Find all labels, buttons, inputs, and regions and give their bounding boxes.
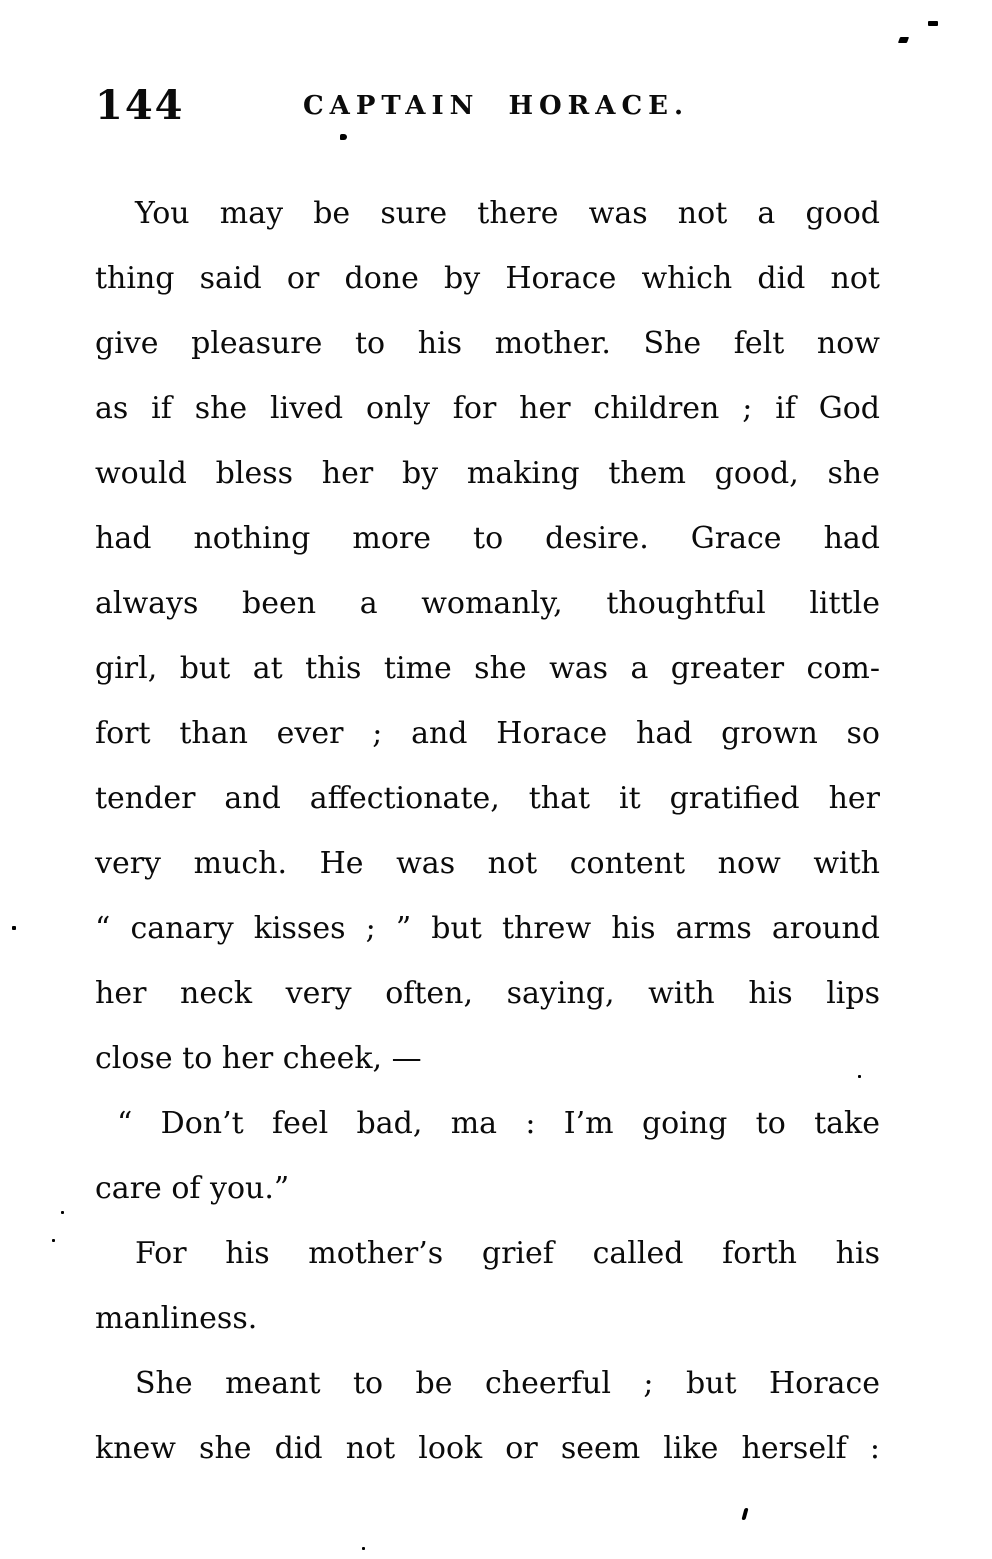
text-line: tender and affectionate, that it gratified her: [95, 781, 880, 816]
scan-speck: [52, 1239, 55, 1242]
text-line: as if she lived only for her children ; if God: [95, 391, 880, 426]
text-line: girl, but at this time she was a greater com-: [95, 651, 880, 686]
text-line: “ Don’t feel bad, ma : I’m going to take: [117, 1106, 880, 1141]
text-line: For his mother’s grief called forth his: [135, 1236, 880, 1271]
text-line: She meant to be cheerful ; but Horace: [135, 1366, 880, 1401]
scan-speck: [340, 134, 347, 140]
running-header: [0, 84, 992, 134]
text-line: care of you.”: [95, 1171, 290, 1206]
text-line: knew she did not look or seem like herself :: [95, 1431, 880, 1466]
scan-speck: [898, 37, 909, 43]
text-line: “ canary kisses ; ” but threw his arms around: [95, 911, 880, 946]
text-line: You may be sure there was not a good: [135, 196, 880, 231]
text-line: thing said or done by Horace which did not: [95, 261, 880, 296]
text-line: very much. He was not content now with: [95, 846, 880, 881]
text-line: her neck very often, saying, with his lips: [95, 976, 880, 1011]
text-line: close to her cheek, —: [95, 1041, 422, 1076]
text-line: had nothing more to desire. Grace had: [95, 521, 880, 556]
running-title: CAPTAIN HORACE.: [302, 91, 690, 121]
scan-speck: [61, 1211, 64, 1214]
scan-speck: [858, 1075, 861, 1078]
text-line: manliness.: [95, 1301, 258, 1336]
scan-speck: [928, 21, 938, 26]
page-body: [95, 181, 880, 1481]
text-line: always been a womanly, thoughtful little: [95, 586, 880, 621]
scan-speck: [362, 1547, 365, 1550]
text-line: would bless her by making them good, she: [95, 456, 880, 491]
text-line: give pleasure to his mother. She felt now: [95, 326, 880, 361]
scan-speck: [741, 1508, 748, 1520]
text-line: fort than ever ; and Horace had grown so: [95, 716, 880, 751]
page-number: 144: [95, 82, 185, 129]
scan-speck: [12, 926, 16, 930]
